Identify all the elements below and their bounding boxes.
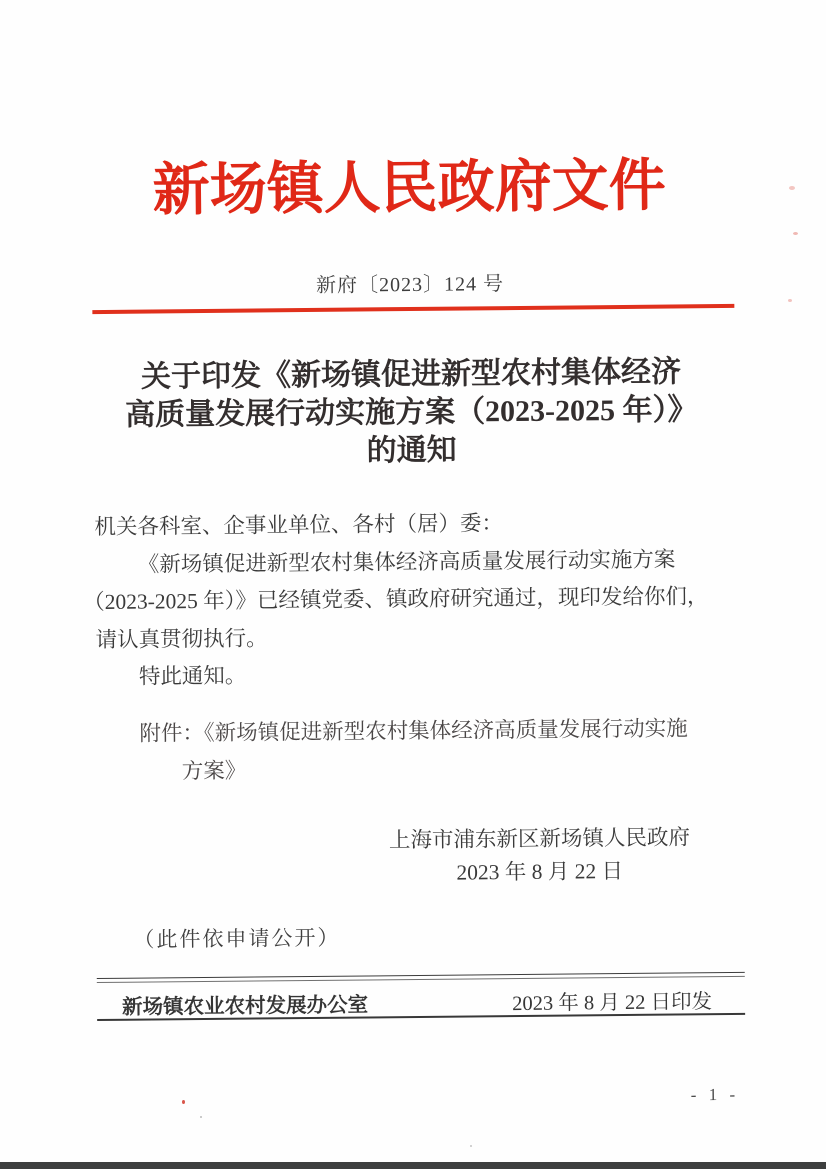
body-salutation: 机关各科室、企事业单位、各村（居）委： xyxy=(94,511,504,540)
document-reference-number: 新府〔2023〕124 号 xyxy=(316,273,505,297)
body-paragraph-line-1: 《新场镇促进新型农村集体经济高质量发展行动实施方案 xyxy=(137,547,676,577)
document-body xyxy=(83,503,742,697)
scan-speck xyxy=(789,186,795,190)
disclosure-note: （此件依申请公开） xyxy=(133,925,341,952)
body-paragraph-line-3: 请认真贯彻执行。 xyxy=(95,626,268,652)
scan-speck xyxy=(788,299,792,302)
scan-speck xyxy=(182,1100,185,1104)
page-number: - 1 - xyxy=(690,1084,740,1105)
printing-office: 新场镇农业农村发展办公室 xyxy=(121,994,369,1019)
scan-edge-strip xyxy=(0,1162,826,1169)
signature-block xyxy=(384,821,695,889)
subject-line-3: 的通知 xyxy=(366,433,457,468)
letterhead-red-rule xyxy=(92,304,734,314)
subject-line-2: 高质量发展行动实施方案（2023-2025 年）》 xyxy=(124,393,698,432)
body-paragraph-line-2: （2023-2025 年）》已经镇党委、镇政府研究通过，现印发给你们， xyxy=(83,584,709,615)
attachment-note xyxy=(96,709,743,791)
scan-speck xyxy=(200,1116,202,1118)
scan-speck xyxy=(793,232,798,235)
body-closing: 特此通知。 xyxy=(138,663,247,690)
attachment-line-2: 方案》 xyxy=(181,758,247,784)
agency-letterhead-title: 新场镇人民政府文件 xyxy=(152,154,666,223)
attachment-line-1: 附件：《新场镇促进新型农村集体经济高质量发展行动实施 xyxy=(139,716,688,746)
issue-date: 2023 年 8 月 22 日 xyxy=(456,858,624,885)
footer-rule-top xyxy=(97,972,745,983)
issuing-authority: 上海市浦东新区新场镇人民政府 xyxy=(388,825,691,853)
print-date: 2023 年 8 月 22 日印发 xyxy=(512,991,713,1016)
scan-speck xyxy=(470,1145,472,1147)
document-subject-title xyxy=(0,352,825,474)
subject-line-1: 关于印发《新场镇促进新型农村集体经济 xyxy=(140,355,682,394)
